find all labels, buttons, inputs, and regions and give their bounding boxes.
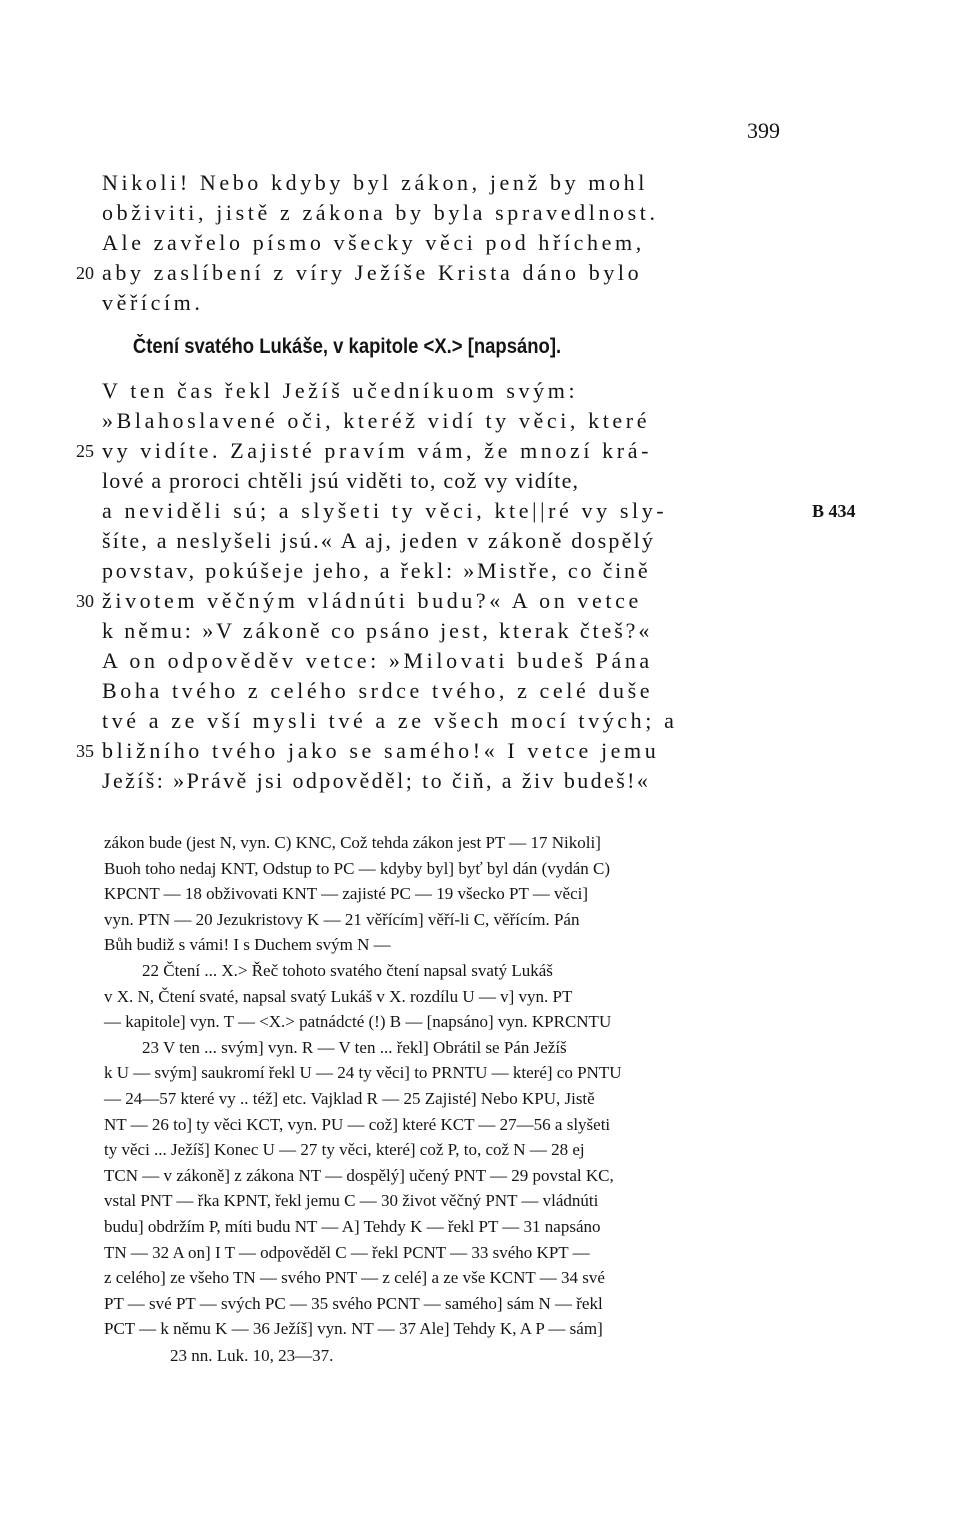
text-line	[0, 646, 960, 676]
apparatus-line: NT — 26 to] ty věci KCT, vyn. PU — což] které KCT — 27—56 a slyšeti	[104, 1114, 611, 1134]
text-line	[0, 258, 960, 288]
margin-reference: B 434	[812, 501, 856, 521]
line-text: bližního tvého jako se samého!« I vetce jemu	[102, 738, 660, 763]
text-line	[0, 676, 960, 706]
apparatus-line: v X. N, Čtení svaté, napsal svatý Lukáš v X. rozdílu U — v] vyn. PT	[104, 986, 573, 1006]
apparatus-line: vstal PNT — řka KPNT, řekl jemu C — 30 život věčný PNT — vládnúti	[104, 1191, 599, 1211]
line-text: vy vidíte. Zajisté pravím vám, že mnozí krá-	[102, 438, 652, 463]
text-line	[0, 198, 960, 228]
text-line	[0, 376, 960, 406]
text-line	[0, 526, 960, 556]
line-text: V ten čas řekl Ježíš učedníkuom svým:	[102, 378, 579, 403]
text-line	[0, 436, 960, 466]
apparatus-line: PT — své PT — svých PC — 35 svého PCNT — samého] sám N — řekl	[104, 1293, 603, 1313]
line-text: věřícím.	[102, 290, 204, 315]
text-line	[0, 766, 960, 796]
apparatus-line: k U — svým] saukromí řekl U — 24 ty věci] to PRNTU — které] co PNTU	[104, 1063, 622, 1083]
text-line	[0, 616, 960, 646]
line-text: šíte, a neslyšeli jsú.« A aj, jeden v zákoně dospělý	[102, 528, 656, 553]
line-text: Ale zavřelo písmo všecky věci pod hříchem,	[102, 230, 645, 255]
line-text: Ježíš: »Právě jsi odpověděl; to čiň, a živ budeš!«	[102, 768, 651, 793]
line-text: aby zaslíbení z víry Ježíše Krista dáno bylo	[102, 260, 643, 285]
text-line	[0, 496, 960, 526]
text-line	[0, 228, 960, 258]
text-line	[0, 556, 960, 586]
line-number: 30	[76, 591, 94, 611]
apparatus-line: TCN — v zákoně] z zákona NT — dospělý] učený PNT — 29 povstal KC,	[104, 1165, 614, 1185]
text-line	[0, 586, 960, 616]
line-number: 20	[76, 263, 94, 283]
apparatus-line: TN — 32 A on] I T — odpověděl C — řekl PCNT — 33 svého KPT —	[104, 1242, 590, 1262]
apparatus-line: — 24—57 které vy .. též] etc. Vajklad R — 25 Zajisté] Nebo KPU, Jistě	[104, 1088, 595, 1108]
main-text	[0, 168, 960, 796]
bible-reference: 23 nn. Luk. 10, 23—37.	[170, 1346, 334, 1365]
apparatus-line: budu] obdržím P, míti budu NT — A] Tehdy K — řekl PT — 31 napsáno	[104, 1216, 601, 1236]
line-text: »Blahoslavené oči, kteréž vidí ty věci, které	[102, 408, 651, 433]
line-text: A on odpověděv vetce: »Milovati budeš Pána	[102, 648, 653, 673]
apparatus-line: Buoh toho nedaj KNT, Odstup to PC — kdyby byl] byť byl dán (vydán C)	[104, 858, 611, 878]
apparatus-line: zákon bude (jest N, vyn. C) KNC, Což tehda zákon jest PT — 17 Nikoli]	[104, 833, 601, 852]
apparatus-line: 23 V ten ... svým] vyn. R — V ten ... řekl] Obrátil se Pán Ježíš	[142, 1037, 567, 1057]
text-line	[0, 736, 960, 766]
apparatus-line: KPCNT — 18 obživovati KNT — zajisté PC — 19 všecko PT — věci]	[104, 884, 588, 904]
line-text: obživiti, jistě z zákona by byla spravedlnost.	[102, 200, 659, 225]
line-text: Nikoli! Nebo kdyby byl zákon, jenž by mohl	[102, 170, 648, 195]
line-text: Boha tvého z celého srdce tvého, z celé duše	[102, 678, 654, 703]
line-text: k němu: »V zákoně co psáno jest, kterak čteš?«	[102, 618, 653, 643]
line-number: 25	[76, 441, 94, 461]
section-heading: Čtení svatého Lukáše, v kapitole <X.> [napsáno].	[132, 335, 562, 358]
apparatus-line: Bůh budiž s vámi! I s Duchem svým N —	[104, 935, 391, 955]
apparatus-line: ty věci ... Ježíš] Konec U — 27 ty věci, které] což P, to, což N — 28 ej	[104, 1140, 585, 1160]
line-text: lové a proroci chtěli jsú viděti to, což vy vidíte,	[102, 468, 580, 493]
line-text: a neviděli sú; a slyšeti ty věci, kte||ré vy sly-	[102, 498, 668, 523]
apparatus-line: — kapitole] vyn. T — <X.> patnádcté (!) B — [napsáno] vyn. KPRCNTU	[104, 1012, 612, 1032]
text-line	[0, 706, 960, 736]
text-line	[0, 406, 960, 436]
critical-apparatus	[104, 830, 784, 1342]
text-line	[0, 288, 960, 318]
page-number: 399	[747, 118, 780, 143]
line-text: povstav, pokúšeje jeho, a řekl: »Mistře, co čině	[102, 558, 651, 583]
line-number: 35	[76, 741, 94, 761]
text-line	[0, 168, 960, 198]
line-text: tvé a ze vší mysli tvé a ze všech mocí tvých; a	[102, 708, 678, 733]
apparatus-line: z celého] ze všeho TN — svého PNT — z celé] a ze vše KCNT — 34 své	[104, 1268, 605, 1288]
apparatus-line: vyn. PTN — 20 Jezukristovy K — 21 věřícím] věří-li C, věřícím. Pán	[104, 909, 580, 929]
text-line	[0, 466, 960, 496]
apparatus-line: 22 Čtení ... X.> Řeč tohoto svatého čtení napsal svatý Lukáš	[142, 960, 553, 980]
apparatus-line: PCT — k němu K — 36 Ježíš] vyn. NT — 37 Ale] Tehdy K, A P — sám]	[104, 1319, 603, 1339]
line-text: životem věčným vládnúti budu?« A on vetce	[102, 588, 642, 613]
